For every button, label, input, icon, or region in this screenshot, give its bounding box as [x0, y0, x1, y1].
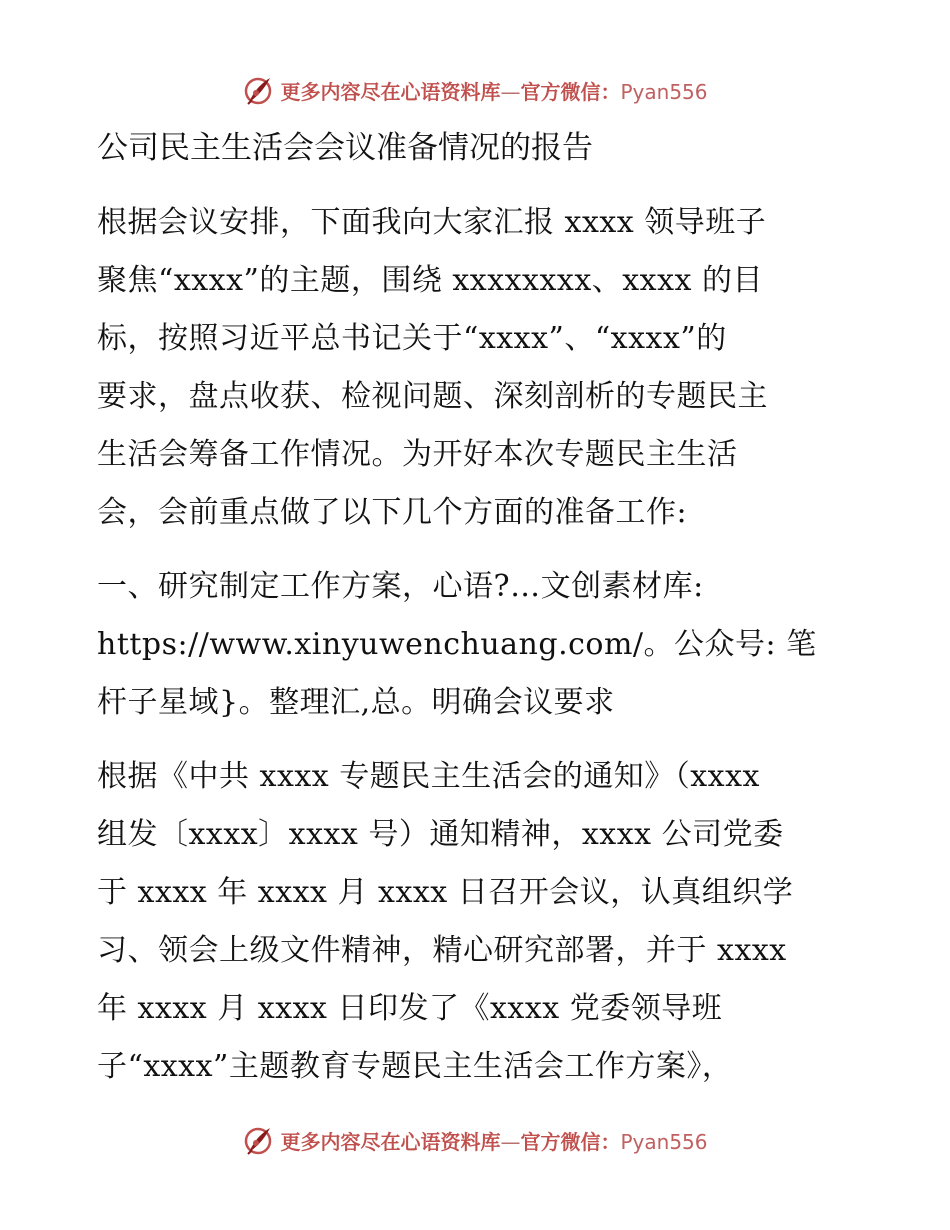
text-line: 于 xxxx 年 xxxx 月 xxxx 日召开会议，认真组织学 [97, 875, 794, 910]
banner-dash: — [500, 1129, 521, 1154]
banner-main-text: 更多内容尽在心语资料库 [280, 79, 501, 104]
banner-handle: Pyan556 [620, 79, 708, 104]
text-line: 聚焦“xxxx”的主题，围绕 xxxxxxxx、xxxx 的目 [97, 263, 763, 298]
footer-banner [0, 1120, 950, 1160]
banner-dash: — [500, 79, 521, 104]
text-line: 会，会前重点做了以下几个方面的准备工作: [97, 495, 688, 530]
paragraph-1 [97, 194, 867, 542]
text-line: 根据《中共 xxxx 专题民主生活会的通知》（xxxx [97, 759, 760, 794]
banner-sub-text: 官方微信： [520, 1129, 621, 1154]
banner-main-text: 更多内容尽在心语资料库 [280, 1129, 501, 1154]
feather-pen-logo-icon [242, 74, 274, 106]
document-body [97, 120, 867, 1112]
banner-text [280, 76, 707, 105]
paragraph-2 [97, 558, 867, 732]
paragraph-3 [97, 748, 867, 1096]
text-line: 一、研究制定工作方案，心语?…文创素材库: [97, 569, 704, 604]
text-line: 标，按照习近平总书记关于“xxxx”、“xxxx”的 [97, 321, 727, 356]
banner-text [280, 1126, 707, 1155]
banner-sub-text: 官方微信： [520, 79, 621, 104]
text-line: https://www.xinyuwenchuang.com/。公众号: 笔 [97, 627, 817, 662]
text-line: 组发〔xxxx〕xxxx 号）通知精神，xxxx 公司党委 [97, 817, 784, 852]
text-line: 年 xxxx 月 xxxx 日印发了《xxxx 党委领导班 [97, 991, 723, 1026]
text-line: 生活会筹备工作情况。为开好本次专题民主生活 [97, 437, 738, 472]
text-line: 杆子星域}。整理汇,总。明确会议要求 [97, 685, 615, 720]
text-line: 子“xxxx”主题教育专题民主生活会工作方案》， [97, 1049, 733, 1084]
banner-handle: Pyan556 [620, 1129, 708, 1154]
header-banner [0, 70, 950, 110]
text-line: 习、领会上级文件精神，精心研究部署，并于 xxxx [97, 933, 787, 968]
text-line: 根据会议安排，下面我向大家汇报 xxxx 领导班子 [97, 205, 767, 240]
text-line: 要求，盘点收获、检视问题、深刻剖析的专题民主 [97, 379, 768, 414]
document-title: 公司民主生活会会议准备情况的报告 [97, 130, 593, 166]
feather-pen-logo-icon [242, 1124, 274, 1156]
